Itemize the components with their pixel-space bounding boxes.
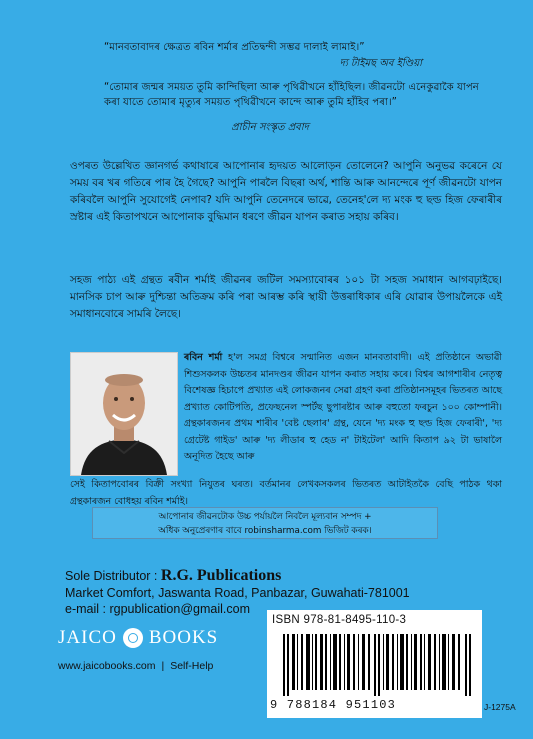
logo-text-right: BOOKS <box>148 627 219 648</box>
notice-line-1: আপোনাৰ জীৱনটোক উচ্চ পৰ্যায়লৈ নিবলৈ মূল্যবান সম্পদ + <box>158 512 372 522</box>
publisher-info: www.jaicobooks.com | Self-Help <box>58 660 214 672</box>
isbn-number: ISBN 978-81-8495-110-3 <box>272 614 407 626</box>
barcode-digits: 9 788184 951103 <box>270 698 397 712</box>
quote-text: “মানবতাবাদৰ ক্ষেত্ৰত ৰবিন শৰ্মাৰ প্ৰতিদ্বন্দী সম্ভৱ দালাই লামাই।” <box>104 42 365 53</box>
isbn-barcode-panel <box>267 610 482 718</box>
body-paragraph-1: ওপৰত উল্লেখিত জ্ঞানগৰ্ভ কথাষাৰে আপোনাৰ হৃদয়ত আলোড়ন তোলেনে? আপুনি অনুভৱ কৰেনে যে সময় বৰ খৰ গতিৰে পাৰ হৈ গৈছে? আপুনি পাৰলৈ বিছৰা অৰ্থ, শান্তি আৰু আনন্দেৰে পূৰ্ণ জীৱনটো যাপন কৰিবলৈ আপুনি সুযোগেই নেপাব? যদি আপুনি তেনেদৰে ভাৱে, তেনেহ'লে দ্য মংক হু ছল্ড হিজ ফেৰাৰীৰ স্ৰষ্টাৰ এই কিতাপখনে আপোনাক বুদ্ধিমান ধৰণে জীৱন যাপন কৰাত সহায় কৰিব। <box>70 160 502 223</box>
quote-timesofindia <box>104 40 484 55</box>
distributor-label: Sole Distributor : <box>65 569 158 583</box>
publisher-logo <box>58 627 218 649</box>
distributor-address: Market Comfort, Jaswanta Road, Panbazar, Guwahati-781001 <box>65 585 410 600</box>
website-notice-box <box>92 507 438 539</box>
distributor-email: e-mail : rgpublication@gmail.com <box>65 602 250 616</box>
author-bio-text: হ'ল সমগ্ৰ বিশ্বৰে সন্মানিত এজন মানবতাবাদী। এই প্ৰতিষ্ঠানে অভাৱী শিশুসকলক উচ্চতৰ মানদণ্ডৰ জীৱন যাপন কৰাত সহায় কৰে। বিশ্বৰ আগশাৰীৰ নেতৃত্ব বিশেষজ্ঞ হিচাপে প্ৰখ্যাত এই লোকজনৰ সেৱা গ্ৰহণ কৰা প্ৰতিষ্ঠানসমূহৰ ভিতৰত আছে প্ৰখ্যাত কোটিপতি, প্ৰফেছনেল স্পৰ্টছ ছুপাৰষ্টাৰ আৰু বহুতো ফৰচুন ১০০ কোম্পানী। গ্ৰন্থকাৰজনৰ প্ৰথম শাৰীৰ 'বেষ্ট ছেলাৰ' গ্ৰন্থ, যেনে 'দ্য মংক হু ছল্ড হিজ ফেৰাৰী', 'দ্য গ্ৰেটেষ্ট গাইড' আৰু 'দ্য লীডাৰ হু হেড ন' টাইটেল' আদি কিতাপ ৯২ টা ভাষালৈ অনূদিত হৈছে আৰু <box>184 352 502 462</box>
author-photo <box>70 352 178 476</box>
book-category: Self-Help <box>170 660 214 672</box>
quote-attribution: দ্য টাইমছ অব ইণ্ডিয়া <box>339 58 422 69</box>
quote-text: “তোমাৰ জন্মৰ সময়ত তুমি কান্দিছিলা আৰু পৃথিৱীখনে হাঁহিছিল। জীৱনটো এনেকুৱাকৈ যাপন কৰা যাতে তোমাৰ মৃত্যুৰ সময়ত পৃথিৱীখনে কান্দে আৰু তুমি হাঁহিব পৰা।” <box>104 82 479 108</box>
author-bio-continued: সেই কিতাপবোৰৰ বিক্ৰী সংখ্যা নিযুতৰ ঘৰত। বৰ্তমানৰ লেখকসকলৰ ভিতৰত আটাইতকৈ বেছি পাঠক থকা গ্ৰন্থকাৰজন বোধহয় ৰবিন শৰ্মাই। <box>70 479 502 507</box>
distributor-name: R.G. Publications <box>160 567 282 584</box>
quote-proverb <box>104 80 489 110</box>
logo-text-left: JAICO <box>58 627 117 648</box>
jaico-seal-icon <box>123 628 143 648</box>
author-name: ৰবিন শৰ্মা <box>184 352 223 363</box>
notice-line-2: অধিক অনুপ্ৰেৰণাৰ বাবে robinsharma.com ভিজিট কৰক। <box>158 526 372 536</box>
publisher-website: www.jaicobooks.com <box>58 660 156 672</box>
body-paragraph-2: সহজ পাঠ্য এই গ্ৰন্থত ৰবীন শৰ্মাই জীৱনৰ জটিল সমস্যাবোৰৰ ১০১ টা সহজ সমাধান আগবঢ়াইছে। মানসিক চাপ আৰু দুশ্চিন্তা অতিক্ৰম কৰি পৰা আৰম্ভ কৰি স্থায়ী উত্তৰাধিকাৰ এৰি যোৱাৰ উপায়লৈকে এই সমাধানবোৰে সামৰি লৈছে। <box>70 274 502 320</box>
catalog-code: J-1275A <box>484 702 516 712</box>
barcode-icon <box>283 634 473 696</box>
quote-attribution: প্ৰাচীন সংস্কৃত প্ৰবাদ <box>231 122 309 133</box>
author-bio <box>184 350 502 466</box>
